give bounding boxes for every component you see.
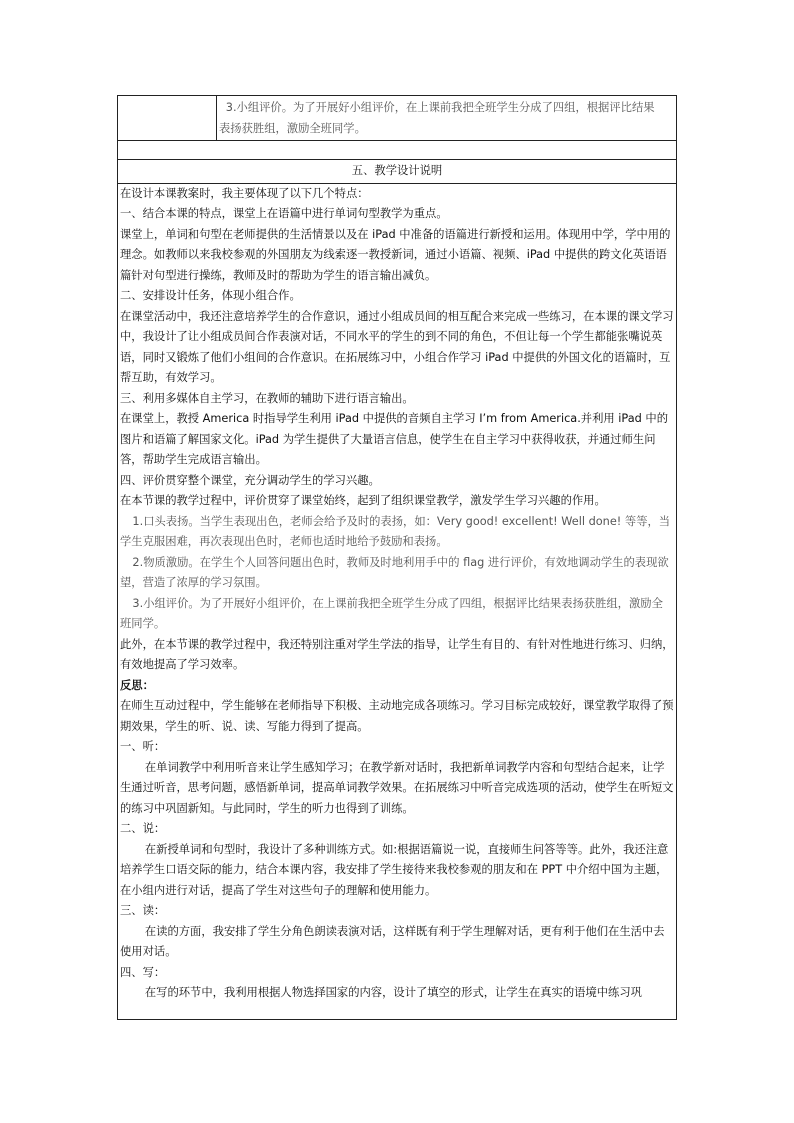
reflection-paragraph: 在师生互动过程中，学生能够在老师指导下积极、主动地完成各项练习。学习目标完成较好，课堂教学取得了预期效果，学生的听、说、读、写能力得到了提高。 (120, 699, 674, 733)
heading-2: 二、安排设计任务，体现小组合作。 (120, 289, 301, 302)
evaluation-item-2: 2.物质激励。在学生个人回答问题出色时，教师及时地利用手中的 flag 进行评价，有效地调动学生的表现欲望，营造了浓厚的学习氛围。 (120, 555, 669, 589)
speaking-paragraph: 在新授单词和句型时，我设计了多种训练方式。如:根据语篇说一说，直接师生问答等等。此外，我还注意培养学生口语交际的能力，结合本课内容，我安排了学生接待来我校参观的朋友和在 PPT 中介绍中国为主题，在小组内进行对话，提高了学生对这些句子的理解和使用能力。 (120, 842, 669, 897)
group-evaluation-line1: 3.小组评价。为了开展好小组评价，在上课前我把全班学生分成了四组，根据评比结果 (225, 101, 655, 114)
heading-4: 四、评价贯穿整个课堂，充分调动学生的学习兴趣。 (120, 473, 380, 487)
lesson-plan-table (117, 95, 677, 1020)
reading-paragraph: 在读的方面，我安排了学生分角色朗读表演对话，这样既有利于学生理解对话，更有利于他们在生活中去使用对话。 (120, 924, 665, 958)
paragraph-4: 在本节课的教学过程中，评价贯穿了课堂始终，起到了组织课堂教学，激发学生学习兴趣的作用。 (120, 494, 606, 507)
reflection-title: 反思： (120, 678, 154, 692)
empty-label-cell (118, 96, 217, 141)
section-title-cell (118, 160, 677, 184)
heading-3: 三、利用多媒体自主学习，在教师的辅助下进行语言输出。 (120, 391, 414, 405)
reading-heading: 三、读： (120, 904, 166, 917)
evaluation-item-3: 3.小组评价。为了开展好小组评价，在上课前我把全班学生分成了四组，根据评比结果表扬获胜组，激励全班同学。 (120, 596, 663, 630)
design-notes-row (118, 183, 677, 1019)
design-notes-cell (118, 183, 677, 1019)
group-evaluation-line2: 表扬获胜组，激励全班同学。 (219, 121, 366, 135)
group-evaluation-cell (217, 96, 677, 141)
paragraph-3: 在课堂上，教授 America 时指导学生利用 iPad 中提供的音频自主学习 I’m from America.并利用 iPad 中的图片和语篇了解国家文化。iPad 为学生提供了大量语言信息，使学生在自主学习中获得收获，并通过师生问答，帮助学生完成语言输出。 (120, 412, 669, 466)
paragraph-5: 此外，在本节课的教学过程中，我还特别注重对学生学法的指导，让学生有目的、有针对性地进行练习、归纳，有效地提高了学习效率。 (120, 637, 674, 671)
writing-heading: 四、写： (120, 965, 166, 979)
writing-paragraph: 在写的环节中，我利用根据人物选择国家的内容，设计了填空的形式，让学生在真实的语境中练习巩 (144, 986, 642, 999)
paragraph-2: 在课堂活动中，我还注意培养学生的合作意识，通过小组成员间的相互配合来完成一些练习，在本课的课文学习中，我设计了让小组成员间合作表演对话，不同水平的学生的到不同的角色，不但让每一个学生都能张嘴说英语，同时又锻炼了他们小组间的合作意识。在拓展练习中，小组合作学习 iPad 中提供的外国文化的语篇时，互帮互助，有效学习。 (120, 309, 674, 384)
blank-cell (118, 141, 677, 160)
document-page (117, 95, 677, 1020)
listening-paragraph: 在单词教学中利用听音来让学生感知学习；在教学新对话时，我把新单词教学内容和句型结合起来，让学生通过听音，思考问题，感悟新单词，提高单词教学效果。在拓展练习中听音完成选项的活动，使学生在听短文的练习中巩固新知。与此同时，学生的听力也得到了训练。 (120, 760, 674, 815)
speaking-heading: 二、说： (120, 822, 166, 835)
evaluation-item-1: 1.口头表扬。当学生表现出色，老师会给予及时的表扬，如：Very good! excellent! Well done! 等等，当学生克服困难，再次表现出色时，老师也适时地给予鼓励和表扬。 (120, 514, 671, 548)
blank-row (118, 141, 677, 160)
heading-1: 一、结合本课的特点，课堂上在语篇中进行单词句型教学为重点。 (120, 207, 448, 220)
evaluation-row (118, 96, 677, 141)
listening-heading: 一、听： (120, 740, 166, 753)
paragraph-1: 课堂上，单词和句型在老师提供的生活情景以及在 iPad 中准备的语篇进行新授和运用。体现用中学，学中用的理念。如教师以来我校参观的外国朋友为线索逐一教授新词，通过小语篇、视频、iPad 中提供的跨文化英语语篇针对句型进行操练，教师及时的帮助为学生的语言输出减负。 (120, 227, 671, 282)
section-title-row (118, 160, 677, 184)
intro-text: 在设计本课教案时，我主要体现了以下几个特点： (120, 186, 369, 200)
section-title: 五、教学设计说明 (351, 164, 443, 177)
